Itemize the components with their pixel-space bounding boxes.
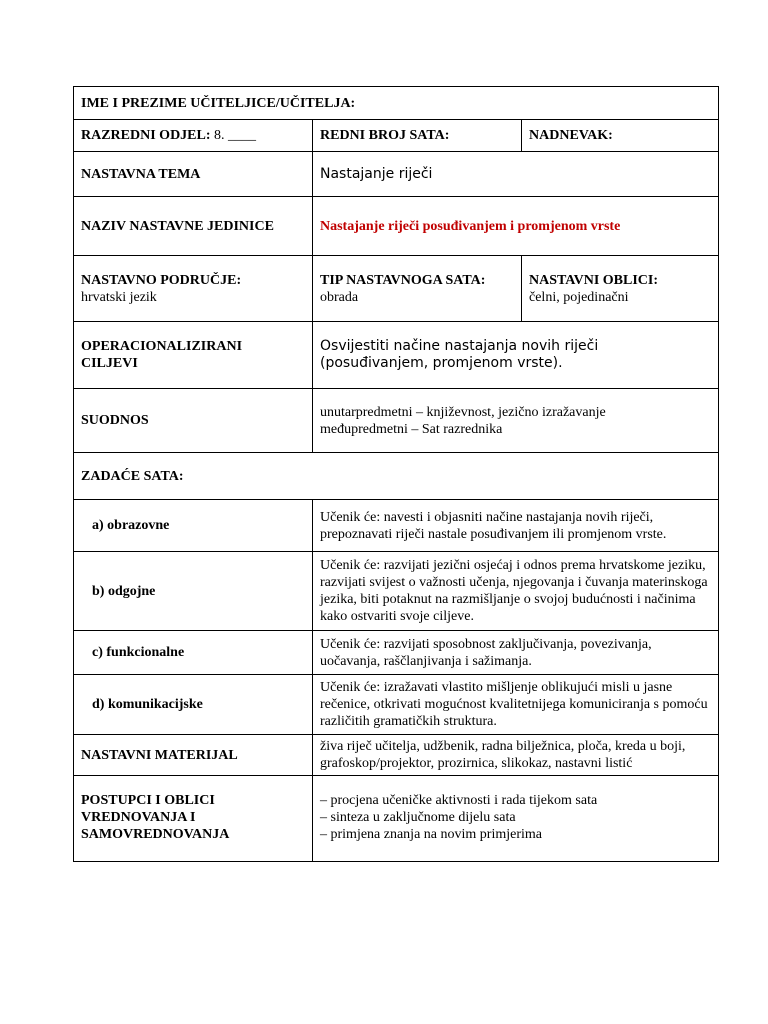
task-text-educational: Učenik će: navesti i objasniti načine nastajanja novih riječi, prepoznavati riječi nastale posuđivanjem ili promjenom vrste. [313, 500, 719, 552]
correlation-label: SUODNOS [74, 389, 313, 453]
task-row [74, 500, 719, 552]
lesson-type-value: obrada [320, 289, 359, 305]
task-text-communicative: Učenik će: izražavati vlastito mišljenje oblikujući misli u jasne rečenice, otkrivati mogućnost kvalitetnijega komuniciranja s pomoću različitih gramatičkih struktura. [313, 675, 719, 735]
task-label-upbringing: b) odgojne [74, 552, 313, 631]
goals-label-line1: OPERACIONALIZIRANI [81, 339, 243, 354]
goals-row [74, 322, 719, 389]
tasks-label: ZADAĆE SATA: [74, 453, 719, 500]
evaluation-label-line2: VREDNOVANJA I [81, 810, 196, 825]
task-row [74, 552, 719, 631]
tasks-header-row [74, 453, 719, 500]
correlation-line1: unutarpredmetni – književnost, jezično izražavanje [320, 404, 606, 420]
evaluation-label-line1: POSTUPCI I OBLICI [81, 793, 215, 808]
class-cell [74, 120, 313, 152]
area-row [74, 256, 719, 322]
class-value: 8. ____ [214, 128, 257, 143]
material-label: NASTAVNI MATERIJAL [74, 735, 313, 776]
lesson-type-label: TIP NASTAVNOGA SATA: [320, 272, 486, 288]
task-row [74, 631, 719, 675]
teacher-row [74, 87, 719, 120]
area-value: hrvatski jezik [81, 289, 157, 305]
material-row [74, 735, 719, 776]
task-text-upbringing: Učenik će: razvijati jezični osjećaj i odnos prema hrvatskome jeziku, razvijati svijest o važnosti učenja, njegovanja i čuvanja materinskoga jezika, biti potaknut na razmišljanje o svojoj budućnosti i načinima kako ostvariti svoje ciljeve. [313, 552, 719, 631]
unit-title: Nastajanje riječi posuđivanjem i promjenom vrste [313, 197, 719, 256]
evaluation-row [74, 776, 719, 862]
unit-row [74, 197, 719, 256]
task-label-functional: c) funkcionalne [74, 631, 313, 675]
class-row [74, 120, 719, 152]
teaching-forms-label: NASTAVNI OBLICI: [529, 272, 659, 288]
area-cell [74, 256, 313, 322]
task-row [74, 675, 719, 735]
correlation-row [74, 389, 719, 453]
teacher-label: IME I PREZIME UČITELJICE/UČITELJA: [74, 87, 719, 120]
evaluation-item: – sinteza u zaključnome dijelu sata [320, 810, 516, 825]
goals-text [313, 322, 719, 389]
topic-label: NASTAVNA TEMA [74, 152, 313, 197]
lesson-plan-table [73, 86, 719, 862]
lesson-type-cell [313, 256, 522, 322]
teaching-forms-cell [522, 256, 719, 322]
topic-row [74, 152, 719, 197]
goals-line1: Osvijestiti načine nastajanja novih riječi [320, 338, 599, 354]
evaluation-label-line3: SAMOVREDNOVANJA [81, 827, 230, 842]
evaluation-item: – procjena učeničke aktivnosti i rada tijekom sata [320, 793, 598, 808]
evaluation-list [313, 776, 719, 862]
material-text: živa riječ učitelja, udžbenik, radna bilježnica, ploča, kreda u boji, grafoskop/projektor, prozirnica, slikokaz, nastavni listić [313, 735, 719, 776]
evaluation-item: – primjena znanja na novim primjerima [320, 827, 542, 842]
correlation-line2: međupredmetni – Sat razrednika [320, 421, 503, 437]
lesson-number-label: REDNI BROJ SATA: [313, 120, 522, 152]
goals-line2: (posuđivanjem, promjenom vrste). [320, 355, 563, 371]
task-label-communicative: d) komunikacijske [74, 675, 313, 735]
goals-label-line2: CILJEVI [81, 356, 138, 371]
unit-label: NAZIV NASTAVNE JEDINICE [74, 197, 313, 256]
task-text-functional: Učenik će: razvijati sposobnost zaključivanja, povezivanja, uočavanja, raščlanjivanja i sažimanja. [313, 631, 719, 675]
class-label: RAZREDNI ODJEL: [81, 128, 211, 143]
task-label-educational: a) obrazovne [74, 500, 313, 552]
goals-label [74, 322, 313, 389]
evaluation-label [74, 776, 313, 862]
correlation-text [313, 389, 719, 453]
topic-value: Nastajanje riječi [313, 152, 719, 197]
teaching-forms-value: čelni, pojedinačni [529, 289, 629, 305]
area-label: NASTAVNO PODRUČJE: [81, 272, 242, 288]
date-label: NADNEVAK: [522, 120, 719, 152]
